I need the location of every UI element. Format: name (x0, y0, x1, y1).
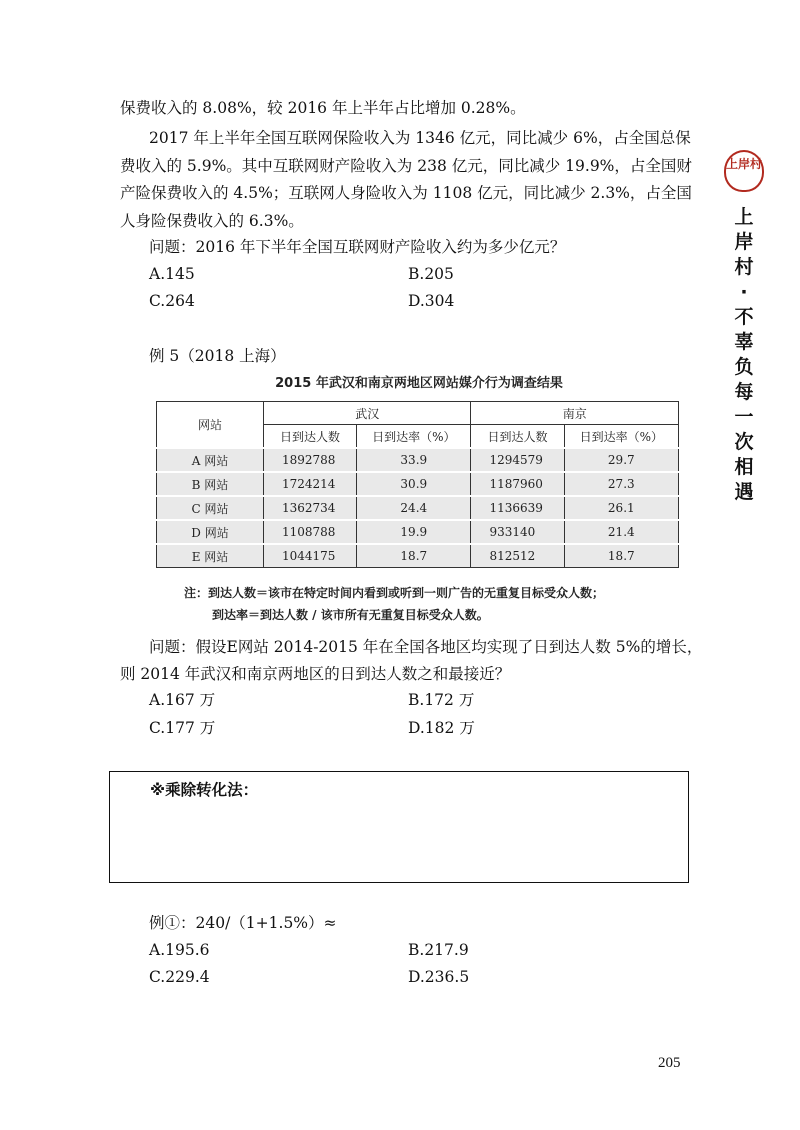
cell-nj-reach: 1187960 (471, 472, 564, 496)
question-2-line: 则 2014 年武汉和南京两地区的日到达人数之和最接近？ (120, 665, 511, 683)
cell-wh-reach: 1108788 (264, 520, 357, 544)
cell-site: D 网站 (157, 520, 264, 544)
header-rate: 日到达率（%） (357, 425, 471, 449)
brand-slogan: 上岸村·不辜负每一次相遇 (734, 206, 754, 503)
cell-nj-rate: 27.3 (564, 472, 678, 496)
table-row (157, 448, 679, 472)
q2-option-b: B.172 万 (408, 691, 475, 709)
method-box (109, 771, 689, 883)
table-row (157, 496, 679, 520)
q2-option-c: C.177 万 (149, 719, 216, 737)
cell-site: A 网站 (157, 448, 264, 472)
cell-wh-reach: 1892788 (264, 448, 357, 472)
q1-option-b: B.205 (408, 265, 454, 283)
passage-line: 2017 年上半年全国互联网保险收入为 1346 亿元，同比减少 6%，占全国总保 (149, 129, 691, 147)
method-box-title: ※乘除转化法： (150, 781, 259, 799)
header-site: 网站 (157, 402, 264, 449)
header-rate: 日到达率（%） (564, 425, 678, 449)
cell-nj-rate: 21.4 (564, 520, 678, 544)
table-title: 2015 年武汉和南京两地区网站媒介行为调查结果 (275, 376, 563, 391)
passage-line: 人身险保费收入的 6.3%。 (120, 212, 304, 230)
cell-wh-rate: 30.9 (357, 472, 471, 496)
cell-nj-rate: 29.7 (564, 448, 678, 472)
table-row (157, 544, 679, 568)
table-row (157, 472, 679, 496)
passage-line: 保费收入的 8.08%，较 2016 年上半年占比增加 0.28%。 (120, 99, 526, 117)
q1-option-c: C.264 (149, 292, 195, 310)
cell-wh-reach: 1044175 (264, 544, 357, 568)
brand-logo: 上岸村 (724, 150, 764, 192)
passage-line: 费收入的 5.9%。其中互联网财产险收入为 238 亿元，同比减少 19.9%，占全国财 (120, 157, 692, 175)
cell-nj-reach: 1294579 (471, 448, 564, 472)
q1-option-a: A.145 (149, 265, 195, 283)
example-5-label: 例 5（2018 上海） (149, 347, 286, 365)
cell-site: B 网站 (157, 472, 264, 496)
cell-nj-rate: 18.7 (564, 544, 678, 568)
cell-wh-reach: 1362734 (264, 496, 357, 520)
header-reach: 日到达人数 (471, 425, 564, 449)
q2-option-d: D.182 万 (408, 719, 475, 737)
cell-wh-reach: 1724214 (264, 472, 357, 496)
cell-wh-rate: 18.7 (357, 544, 471, 568)
q1-option-d: D.304 (408, 292, 455, 310)
header-reach: 日到达人数 (264, 425, 357, 449)
question-1: 问题：2016 年下半年全国互联网财产险收入约为多少亿元？ (149, 238, 566, 256)
cell-wh-rate: 24.4 (357, 496, 471, 520)
ex1-option-d: D.236.5 (408, 968, 470, 986)
cell-nj-reach: 1136639 (471, 496, 564, 520)
table-row (157, 520, 679, 544)
cell-wh-rate: 19.9 (357, 520, 471, 544)
q2-option-a: A.167 万 (149, 691, 216, 709)
header-city-nanjing: 南京 (471, 402, 679, 425)
ex1-option-a: A.195.6 (149, 941, 210, 959)
header-city-wuhan: 武汉 (264, 402, 471, 425)
question-2-line: 问题：假设E网站 2014-2015 年在全国各地区均实现了日到达人数 5%的增长， (149, 638, 703, 656)
table-note-2: 到达率＝到达人数 / 该市所有无重复目标受众人数。 (212, 608, 489, 622)
passage-line: 产险保费收入的 4.5%；互联网人身险收入为 1108 亿元，同比减少 2.3%，占全国 (120, 184, 692, 202)
cell-wh-rate: 33.9 (357, 448, 471, 472)
example-1-question: 例①：240/（1+1.5%）≈ (149, 914, 337, 932)
table-note-1: 注：到达人数＝该市在特定时间内看到或听到一则广告的无重复目标受众人数； (184, 586, 605, 600)
cell-nj-rate: 26.1 (564, 496, 678, 520)
cell-nj-reach: 812512 (471, 544, 564, 568)
survey-table (156, 401, 679, 568)
ex1-option-b: B.217.9 (408, 941, 469, 959)
cell-site: C 网站 (157, 496, 264, 520)
cell-site: E 网站 (157, 544, 264, 568)
page-number: 205 (658, 1055, 681, 1071)
ex1-option-c: C.229.4 (149, 968, 210, 986)
cell-nj-reach: 933140 (471, 520, 564, 544)
